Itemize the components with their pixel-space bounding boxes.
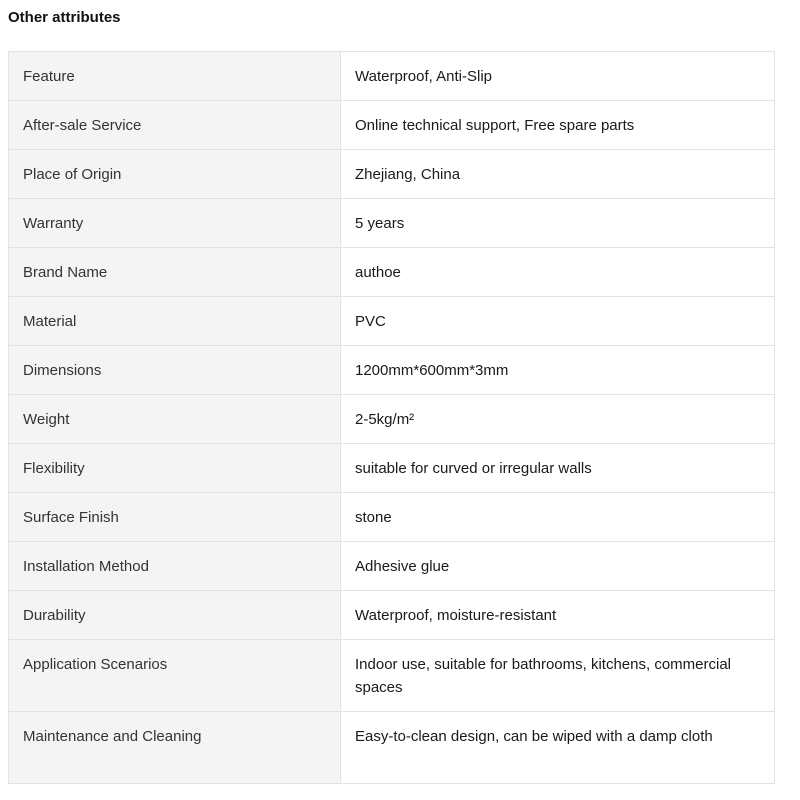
attribute-key: Warranty	[9, 199, 341, 248]
attribute-value: suitable for curved or irregular walls	[341, 444, 775, 493]
section-title: Other attributes	[8, 9, 121, 26]
attributes-table-body	[9, 52, 775, 784]
attribute-row-weight	[9, 395, 775, 444]
attribute-row-maintenance-and-cleaning	[9, 712, 775, 784]
attribute-key: Durability	[9, 591, 341, 640]
attribute-row-brand-name	[9, 248, 775, 297]
attribute-value: Adhesive glue	[341, 542, 775, 591]
attribute-key: Brand Name	[9, 248, 341, 297]
attribute-value: authoe	[341, 248, 775, 297]
attribute-row-feature	[9, 52, 775, 101]
attribute-value: 1200mm*600mm*3mm	[341, 346, 775, 395]
attribute-key: Place of Origin	[9, 150, 341, 199]
attribute-value: stone	[341, 493, 775, 542]
attribute-value: 2-5kg/m²	[341, 395, 775, 444]
attribute-value: Indoor use, suitable for bathrooms, kitchens, commercial spaces	[341, 640, 775, 712]
attribute-key: Installation Method	[9, 542, 341, 591]
attribute-key: Feature	[9, 52, 341, 101]
attribute-row-installation-method	[9, 542, 775, 591]
attribute-key: Weight	[9, 395, 341, 444]
attribute-row-application-scenarios	[9, 640, 775, 712]
attribute-key: Surface Finish	[9, 493, 341, 542]
attribute-row-dimensions	[9, 346, 775, 395]
attribute-row-durability	[9, 591, 775, 640]
attribute-row-flexibility	[9, 444, 775, 493]
attribute-key: Flexibility	[9, 444, 341, 493]
attribute-key: Dimensions	[9, 346, 341, 395]
attribute-value: Zhejiang, China	[341, 150, 775, 199]
attribute-key: Application Scenarios	[9, 640, 341, 712]
attribute-row-material	[9, 297, 775, 346]
attribute-row-after-sale-service	[9, 101, 775, 150]
attribute-value: 5 years	[341, 199, 775, 248]
attribute-value: Waterproof, Anti-Slip	[341, 52, 775, 101]
attribute-key: Material	[9, 297, 341, 346]
attribute-row-place-of-origin	[9, 150, 775, 199]
attribute-value: Easy-to-clean design, can be wiped with a damp cloth	[341, 712, 775, 784]
attributes-table	[8, 51, 775, 784]
attribute-value: Waterproof, moisture-resistant	[341, 591, 775, 640]
attribute-key: Maintenance and Cleaning	[9, 712, 341, 784]
attribute-value: Online technical support, Free spare parts	[341, 101, 775, 150]
attribute-row-surface-finish	[9, 493, 775, 542]
attribute-key: After-sale Service	[9, 101, 341, 150]
attribute-value: PVC	[341, 297, 775, 346]
attribute-row-warranty	[9, 199, 775, 248]
